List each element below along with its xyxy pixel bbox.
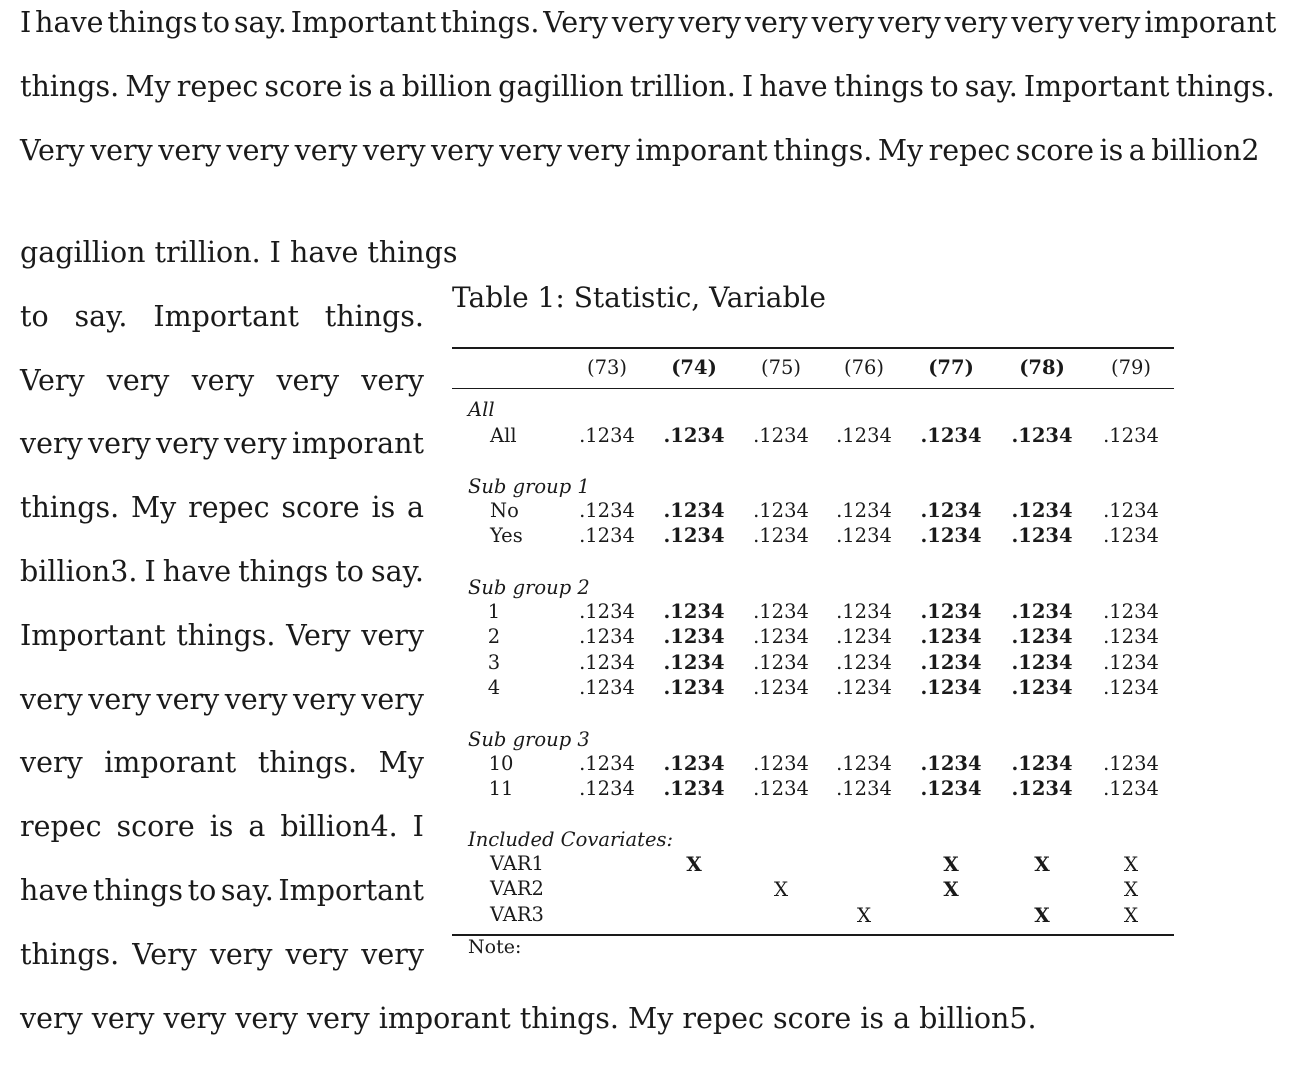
table-header-rule (452, 388, 1174, 389)
group-title: All (468, 398, 495, 421)
body-text-word: is (371, 491, 396, 525)
table-cell: .1234 (1011, 752, 1073, 775)
table-cell: .1234 (663, 499, 725, 522)
table-cell: .1234 (1103, 650, 1159, 674)
table-cell: .1234 (836, 625, 892, 649)
table-cell: .1234 (579, 752, 635, 775)
table-cell: .1234 (663, 625, 725, 649)
column-header: (74) (671, 356, 717, 379)
table-cell: .1234 (836, 600, 892, 623)
body-text-word: things (92, 874, 184, 907)
body-text-word: things (238, 555, 329, 588)
table-cell: .1234 (753, 625, 809, 649)
body-text-word: very (361, 682, 424, 716)
group-title: Sub group 2 (468, 576, 590, 599)
table-bottom-rule (452, 934, 1174, 936)
row-label: 11 (488, 777, 514, 801)
table-cell: .1234 (663, 650, 725, 674)
table-cell: .1234 (579, 499, 635, 522)
column-header: (73) (586, 356, 628, 379)
table-cell: .1234 (920, 499, 982, 522)
body-text-word: Important (20, 618, 166, 652)
body-text-line (20, 938, 424, 971)
body-text-word: imporant (104, 746, 237, 780)
group-title: Sub group 3 (468, 728, 590, 751)
table-top-rule (452, 347, 1174, 349)
table-caption: Table 1: Statistic, Variable (452, 281, 826, 314)
table-cell: .1234 (1011, 625, 1073, 649)
covariate-label: VAR3 (490, 902, 544, 926)
body-text-line (20, 683, 424, 716)
table-cell: .1234 (663, 424, 725, 447)
table-cell: .1234 (920, 650, 982, 674)
body-text-word: very (88, 427, 151, 461)
body-text-word: to (335, 555, 364, 588)
row-label: 2 (487, 625, 501, 649)
covariate-mark: X (856, 902, 872, 927)
body-text-line (20, 619, 424, 652)
table-cell: .1234 (920, 424, 982, 447)
table-cell: .1234 (1011, 524, 1073, 548)
body-text-word: things. (176, 618, 276, 652)
table-cell: .1234 (1011, 424, 1073, 447)
body-text-word: billion3. (20, 555, 138, 588)
body-text-word: things. (324, 299, 424, 333)
column-header: (78) (1019, 356, 1065, 379)
table-cell: .1234 (836, 650, 892, 674)
covariate-mark: X (943, 852, 959, 876)
column-header: (79) (1110, 356, 1152, 379)
table-cell: .1234 (1103, 424, 1159, 447)
table-cell: .1234 (920, 625, 982, 649)
body-text-word: very (106, 363, 170, 397)
table-cell: .1234 (1011, 600, 1073, 623)
row-label: 4 (487, 675, 501, 699)
covariate-label: VAR2 (490, 877, 544, 901)
body-text-word: very (361, 363, 424, 397)
table-cell: .1234 (753, 499, 809, 522)
body-text-word: repec (20, 810, 102, 844)
body-text-word: have (20, 874, 89, 907)
body-text-word: Important (278, 874, 424, 907)
table-cell: .1234 (1103, 752, 1159, 775)
body-text-word: My (378, 746, 424, 780)
body-text-word: very (209, 937, 273, 971)
table-cell: .1234 (579, 650, 635, 674)
row-label: No (490, 499, 519, 522)
row-label: 3 (487, 650, 501, 674)
body-text-word: imporant (292, 427, 424, 461)
body-text-word: very (361, 618, 424, 652)
body-text-word: very (156, 427, 219, 461)
body-text-line (20, 874, 424, 907)
body-text-word: very (224, 427, 287, 461)
body-text-word: very (361, 937, 424, 971)
table-cell: .1234 (579, 424, 635, 447)
table-cell: .1234 (1011, 499, 1073, 522)
body-text-word: very (20, 427, 83, 461)
body-text-word: say. (220, 874, 274, 907)
table-cell: .1234 (753, 424, 809, 447)
body-text-word: repec (188, 491, 270, 525)
table-cell: .1234 (1103, 499, 1159, 522)
table-cell: .1234 (1011, 650, 1073, 674)
body-text-line (20, 491, 424, 524)
body-text-word: very (20, 746, 83, 780)
table-cell: .1234 (836, 675, 892, 699)
table-cell: .1234 (663, 600, 725, 623)
body-text-word: very (156, 682, 220, 716)
table-cell: .1234 (920, 600, 982, 623)
body-text-line: very very very very very imporant things. My repec score is a billion5. (20, 1002, 1037, 1035)
covariate-mark: X (1123, 902, 1139, 927)
body-text-word: very (191, 363, 255, 397)
column-header: (77) (928, 356, 974, 379)
table-cell: .1234 (1103, 524, 1159, 548)
body-text-word: is (209, 810, 234, 844)
body-text-word: My (131, 491, 177, 525)
covariates-title: Included Covariates: (468, 828, 674, 851)
table-cell: .1234 (836, 777, 892, 801)
table-cell: .1234 (579, 675, 635, 699)
body-text-word: very (276, 363, 340, 397)
table-cell: .1234 (663, 675, 725, 699)
table-cell: .1234 (753, 675, 809, 699)
body-text-line (20, 810, 424, 843)
table-cell: .1234 (1103, 625, 1159, 649)
table-cell: .1234 (579, 625, 635, 649)
table-cell: .1234 (920, 524, 982, 548)
covariate-mark: X (773, 877, 789, 902)
body-text-word: score (116, 810, 195, 844)
body-text-line: Very very very very very very very very very imporant things. My repec score is a billion2 (20, 134, 1260, 167)
body-text-line (20, 427, 424, 460)
covariate-mark: X (1034, 852, 1050, 876)
covariate-mark: X (1123, 852, 1139, 876)
table-cell: .1234 (1011, 777, 1073, 801)
table-cell: .1234 (753, 600, 809, 623)
table-cell: .1234 (1103, 675, 1159, 699)
covariate-mark: X (686, 852, 702, 876)
body-text-line: things. My repec score is a billion gagillion trillion. I have things to say. Important things. (20, 70, 1275, 103)
column-header: (76) (843, 356, 885, 379)
body-text-word: Very (20, 363, 85, 397)
row-label: All (490, 424, 517, 447)
body-text-word: Very (132, 937, 197, 971)
table-note: Note: (468, 936, 522, 958)
body-text-word: I (144, 555, 156, 588)
body-text-word: very (20, 682, 83, 716)
table-cell: .1234 (663, 777, 725, 801)
table-cell: .1234 (836, 524, 892, 548)
table-cell: .1234 (1103, 777, 1159, 801)
body-text-word: a (406, 491, 424, 525)
body-text-word: things. (20, 937, 120, 971)
row-label: 10 (488, 752, 514, 775)
body-text-word: say. (74, 299, 128, 333)
table-cell: .1234 (1011, 675, 1073, 699)
row-label: 1 (487, 600, 501, 623)
body-text-line (20, 746, 424, 779)
body-text-word: very (224, 682, 288, 716)
column-header: (75) (760, 356, 802, 379)
body-text-word: things. (20, 491, 120, 525)
covariate-mark: X (943, 877, 959, 902)
table-cell: .1234 (663, 752, 725, 775)
body-text-line (20, 364, 424, 397)
body-text-word: things. (257, 746, 358, 780)
body-text-word: Very (286, 618, 351, 652)
table-cell: .1234 (920, 675, 982, 699)
body-text-word: to (187, 874, 217, 907)
body-text-line (20, 300, 424, 333)
body-text-line: gagillion trillion. I have things (20, 236, 458, 269)
body-text-word: a (248, 810, 266, 844)
group-title: Sub group 1 (468, 475, 590, 498)
body-text-word: Important (153, 299, 299, 333)
body-text-line (20, 555, 424, 588)
table-cell: .1234 (1103, 600, 1159, 623)
body-text-word: say. (370, 555, 424, 588)
body-text-word: very (285, 937, 349, 971)
body-text-word: billion4. (280, 810, 398, 844)
covariate-mark: X (1123, 877, 1139, 902)
table-cell: .1234 (836, 424, 892, 447)
body-text-word: very (88, 682, 151, 716)
table-cell: .1234 (753, 777, 809, 801)
table-cell: .1234 (920, 777, 982, 801)
table-cell: .1234 (753, 524, 809, 548)
covariate-mark: X (1034, 902, 1050, 927)
body-text-word: score (281, 491, 360, 525)
table-cell: .1234 (579, 777, 635, 801)
table-cell: .1234 (753, 752, 809, 775)
table-cell: .1234 (920, 752, 982, 775)
table-cell: .1234 (579, 600, 635, 623)
table-cell: .1234 (579, 524, 635, 548)
table-cell: .1234 (753, 650, 809, 674)
body-text-word: very (293, 682, 356, 716)
table-cell: .1234 (663, 524, 725, 548)
body-text-word: have (162, 555, 232, 588)
body-text-word: to (20, 299, 49, 333)
table-cell: .1234 (836, 499, 892, 522)
row-label: Yes (490, 524, 523, 548)
body-text-line: I have things to say. Important things. Very very very very very very very very very imporant (20, 6, 1277, 39)
covariate-label: VAR1 (490, 852, 544, 875)
body-text-word: I (412, 810, 424, 844)
table-cell: .1234 (836, 752, 892, 775)
